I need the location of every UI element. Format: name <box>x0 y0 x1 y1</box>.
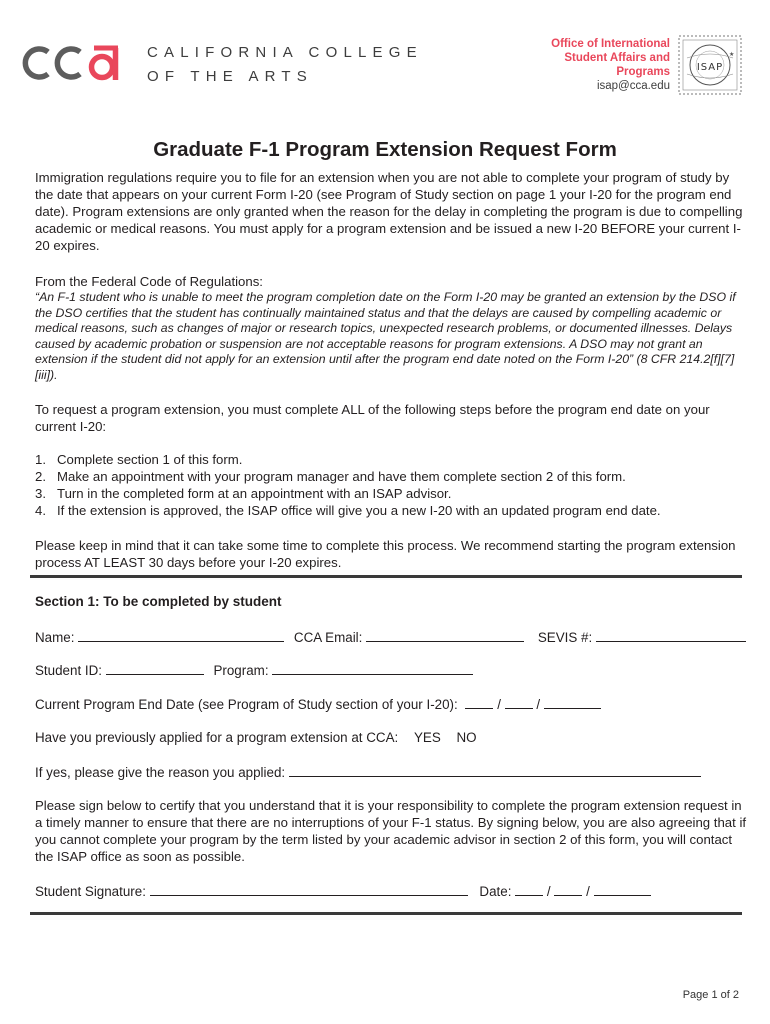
date-separator: / <box>497 697 501 712</box>
list-item <box>35 485 745 502</box>
college-name-line2: OF THE ARTS <box>147 68 314 85</box>
step-text: Make an appointment with your program manager and have them complete section 2 of this form. <box>57 469 626 484</box>
cca-logo <box>22 40 122 84</box>
page-header <box>0 0 770 110</box>
isap-stamp-icon <box>677 34 743 96</box>
steps-intro: To request a program extension, you must complete ALL of the following steps before the program end date on your current I-20: <box>35 402 710 434</box>
reason-label: If yes, please give the reason you applied: <box>35 765 286 780</box>
list-item <box>35 451 745 468</box>
sevis-field[interactable] <box>596 628 746 642</box>
program-label: Program: <box>213 663 269 678</box>
name-email-sevis-row <box>35 628 746 646</box>
student-id-program-row <box>35 661 473 679</box>
reason-row <box>35 763 701 781</box>
svg-text:ISAP: ISAP <box>696 62 724 73</box>
office-line3: Programs <box>616 66 670 78</box>
page-number: Page 1 of 2 <box>682 989 739 1001</box>
step-number: 1. <box>35 452 46 467</box>
date-separator: / <box>586 884 590 899</box>
sign-date-month-field[interactable] <box>515 882 543 896</box>
student-id-field[interactable] <box>106 661 204 675</box>
reason-field[interactable] <box>289 763 701 777</box>
date-label: Date: <box>479 884 512 899</box>
date-separator: / <box>536 697 541 712</box>
steps-list <box>35 451 745 519</box>
step-number: 4. <box>35 503 46 518</box>
signature-field[interactable] <box>150 882 468 896</box>
signature-label: Student Signature: <box>35 884 146 899</box>
reminder-paragraph: Please keep in mind that it can take some time to complete this process. We recommend starting the program extension process AT LEAST 30 days before your I-20 expires. <box>35 538 736 570</box>
section-divider-bottom <box>30 912 742 915</box>
regulation-lead: From the Federal Code of Regulations: <box>35 274 263 289</box>
office-line2: Student Affairs and <box>564 52 670 64</box>
section-divider-top <box>30 575 742 578</box>
step-number: 2. <box>35 469 46 484</box>
end-date-label: Current Program End Date (see Program of Study section of your I-20): <box>35 697 458 712</box>
sign-date-day-field[interactable] <box>554 882 582 896</box>
end-date-row <box>35 695 601 713</box>
cca-email-field[interactable] <box>366 628 524 642</box>
sevis-label: SEVIS #: <box>537 630 593 645</box>
college-name <box>147 41 423 89</box>
program-field[interactable] <box>272 661 473 675</box>
step-text: Turn in the completed form at an appointment with an ISAP advisor. <box>57 486 452 501</box>
yes-option[interactable]: YES <box>413 730 441 745</box>
office-email: isap@cca.edu <box>596 80 670 92</box>
no-option[interactable]: NO <box>456 730 477 745</box>
svg-text:★: ★ <box>729 51 735 58</box>
signature-row <box>35 882 651 900</box>
step-number: 3. <box>35 486 46 501</box>
end-date-year-field[interactable] <box>544 695 601 709</box>
name-label: Name: <box>35 630 75 645</box>
office-line1: Office of International <box>551 38 670 50</box>
step-text: If the extension is approved, the ISAP office will give you a new I-20 with an updated program end date. <box>57 503 661 518</box>
end-date-month-field[interactable] <box>465 695 493 709</box>
name-field[interactable] <box>78 628 284 642</box>
previous-extension-label: Have you previously applied for a program extension at CCA: <box>35 730 399 745</box>
list-item <box>35 502 745 519</box>
list-item <box>35 468 745 485</box>
certify-paragraph: Please sign below to certify that you understand that it is your responsibility to complete the program extension request in a timely manner to ensure that there are no interruptions of your F-1 status. By signing below, you are also agreeing that if you cannot complete your program by the term listed by your academic advisor in section 2 of this form, you will contact the ISAP office as soon as possible. <box>35 798 747 864</box>
date-separator: / <box>546 884 551 899</box>
intro-paragraph: Immigration regulations require you to file for an extension when you are not able to complete your program of study by the date that appears on your current Form I-20 (see Program of Study section on page 1 your I-20 for the program end date). Program extensions are only granted when the reason for the delay in completing the program is due to compelling academic or medical reasons. You must apply for a program extension and be issued a new I-20 BEFORE your current I-20 expires. <box>35 170 743 253</box>
sign-date-year-field[interactable] <box>594 882 651 896</box>
page-title: Graduate F-1 Program Extension Request Form <box>153 138 617 161</box>
regulation-quote: “An F-1 student who is unable to meet the program completion date on the Form I-20 may be granted an extension by the DSO if the DSO certifies that the student has continually maintained status and that the delays are caused by compelling academic or medical reasons, such as changes of major or research topics, unexpected research problems, or documented illnesses. Delays caused by academic probation or suspension are not acceptable reasons for program extensions. A DSO may not grant an extension if the student did not apply for an extension until after the program end date noted on the Form I-20” (8 CFR 214.2[f][7][iii]). <box>35 290 736 382</box>
previous-extension-row <box>35 729 477 746</box>
step-text: Complete section 1 of this form. <box>57 452 243 467</box>
end-date-day-field[interactable] <box>505 695 533 709</box>
student-id-label: Student ID: <box>35 663 102 678</box>
office-block <box>551 37 670 93</box>
college-name-line1: CALIFORNIA COLLEGE <box>147 44 423 61</box>
section1-title: Section 1: To be completed by student <box>35 594 282 609</box>
cca-email-label: CCA Email: <box>293 630 363 645</box>
